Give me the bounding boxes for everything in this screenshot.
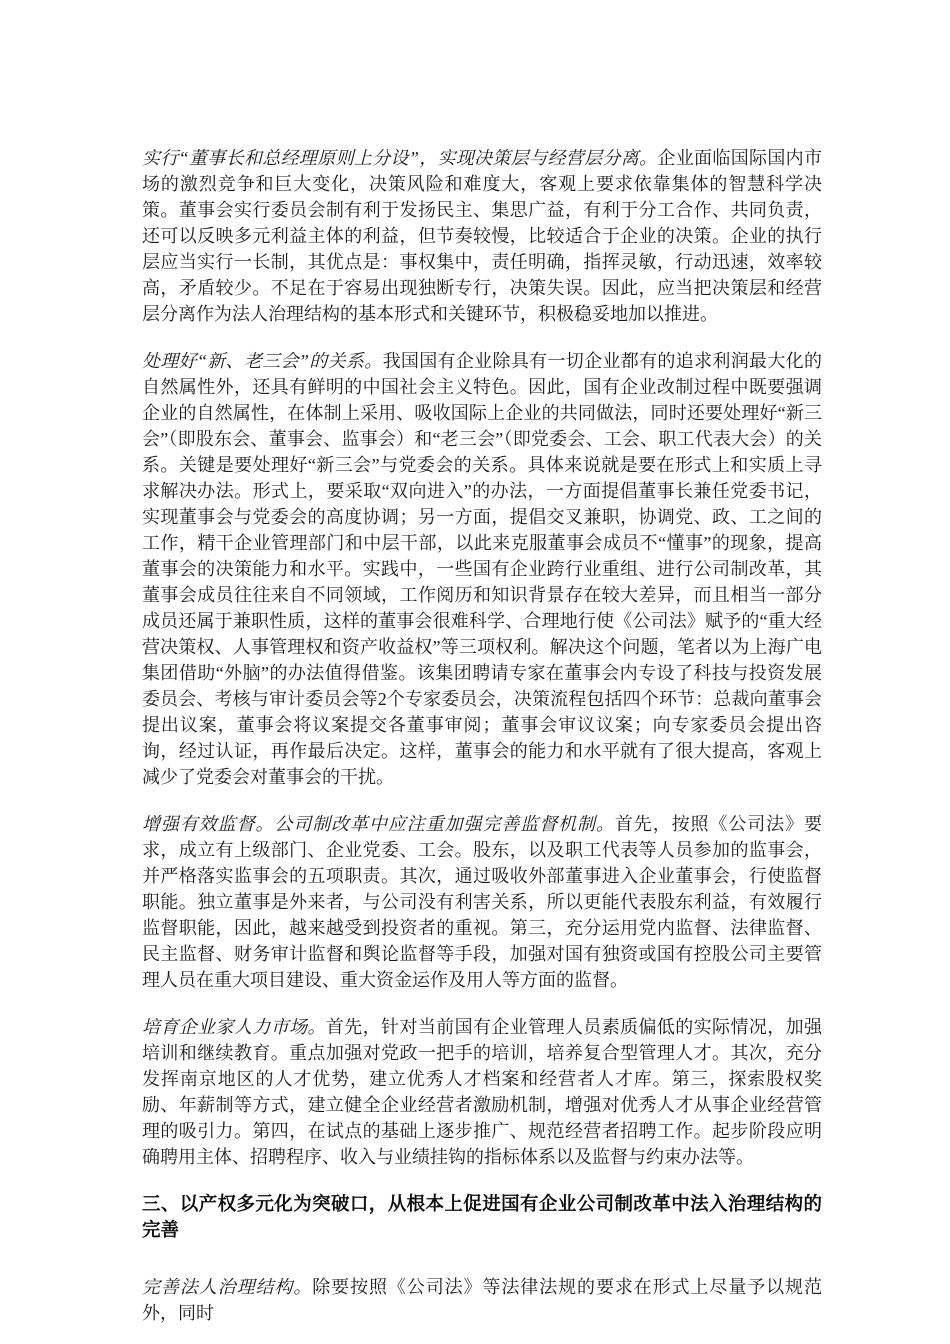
paragraph-decision-layer [142,145,822,327]
document-text-block [142,145,822,1326]
paragraph-lead-emphasis: 完善法人治理结构。 [142,1277,313,1297]
paragraph-body: 首先，按照《公司法》要求，成立有上级部门、企业党委、工会。股东，以及职工代表等人员参加的监事会，并严格落实监事会的五项职责。其次，通过吸收外部董事进入企业董事会，行使监督职能。独立董事是外来者，与公司没有利害关系，所以更能代表股东利益，有效履行监督职能，因此，越来越受到投资者的重视。第三，充分运用党内监督、法律监督、民主监督、财务审计监督和舆论监督等手段，加强对国有独资或国有控股公司主要管理人员在重大项目建设、重大资金运作及用人等方面的监督。 [142,814,823,990]
paragraph-body: 我国国有企业除具有一切企业都有的追求利润最大化的自然属性外，还具有鲜明的中国社会主义特色。因此，国有企业改制过程中既要强调企业的自然属性，在体制上采用、吸收国际上企业的共同做法，同时还要处理好“新三会”（即股东会、董事会、监事会）和“老三会”（即党委会、工会、职工代表大会）的关系。关键是要处理好“新三会”与党委会的关系。具体来说就是要在形式上和实质上寻求解决办法。形式上，要采取“双向进入”的办法，一方面提倡董事长兼任党委书记，实现董事会与党委会的高度协调；另一方面，提倡交叉兼职，协调党、政、工之间的工作，精干企业管理部门和中层干部，以此来克服董事会成员不“懂事”的现象，提高董事会的决策能力和水平。实践中，一些国有企业跨行业重组、进行公司制改革，其董事会成员往往来自不同领域，工作阅历和知识背景存在较大差异，而且相当一部分成员还属于兼职性质，这样的董事会很难科学、合理地行使《公司法》赋予的“重大经营决策权、人事管理权和资产收益权”等三项权利。解决这个问题，笔者以为上海广电集团借助“外脑”的办法值得借鉴。该集团聘请专家在董事会内专设了科技与投资发展委员会、考核与审计委员会等2个专家委员会，决策流程包括四个环节：总裁向董事会提出议案，董事会将议案提交各董事审阅；董事会审议议案；向专家委员会提出咨询，经过认证，再作最后决定。这样，董事会的能力和水平就有了很大提高，客观上减少了党委会对董事会的干扰。 [142,351,823,787]
paragraph-improve-governance [142,1274,822,1326]
paragraph-effective-supervision [142,811,822,993]
paragraph-lead-emphasis: 增强有效监督。公司制改革中应注重加强完善监督机制。 [142,814,615,834]
paragraph-body: 除要按照《公司法》等法律法规的要求在形式上尽量予以规范外，同时 [142,1277,823,1323]
paragraph-body: 企业面临国际国内市场的激烈竞争和巨大变化，决策风险和难度大，客观上要求依靠集体的智慧科学决策。董事会实行委员会制有利于发扬民主、集思广益，有利于分工合作、共同负责，还可以反映多元利益主体的利益，但节奏较慢，比较适合于企业的决策。企业的执行层应当实行一长制，其优点是：事权集中，责任明确，指挥灵敏，行动迅速，效率较高，矛盾较少。不足在于容易出现独断专行，决策失误。因此，应当把决策层和经营层分离作为法人治理结构的基本形式和关键环节，积极稳妥地加以推进。 [142,148,822,324]
section-heading: 三、以产权多元化为突破口，从根本上促进国有企业公司制改革中法入治理结构的完善 [142,1193,822,1240]
paragraph-new-old-three-committees [142,348,822,790]
paragraph-lead-emphasis: 培育企业家人力市场。 [142,1017,326,1037]
paragraph-body: 首先，针对当前国有企业管理人员素质偏低的实际情况，加强培训和继续教育。重点加强对党政一把手的培训，培养复合型管理人才。其次，充分发挥南京地区的人才优势，建立优秀人才档案和经营者人才库。第三，探索股权奖励、年薪制等方式，建立健全企业经营者激励机制，增强对优秀人才从事企业经营管理的吸引力。第四，在试点的基础上逐步推广、规范经营者招聘工作。起步阶段应明确聘用主体、招聘程序、收入与业绩挂钩的指标体系以及监督与约束办法等。 [142,1017,822,1167]
paragraph-entrepreneur-market [142,1014,822,1170]
paragraph-lead-emphasis: 实行“董事长和总经理原则上分设”，实现决策层与经营层分离。 [142,148,658,168]
paragraph-lead-emphasis: 处理好“新、老三会”的关系。 [142,351,383,371]
